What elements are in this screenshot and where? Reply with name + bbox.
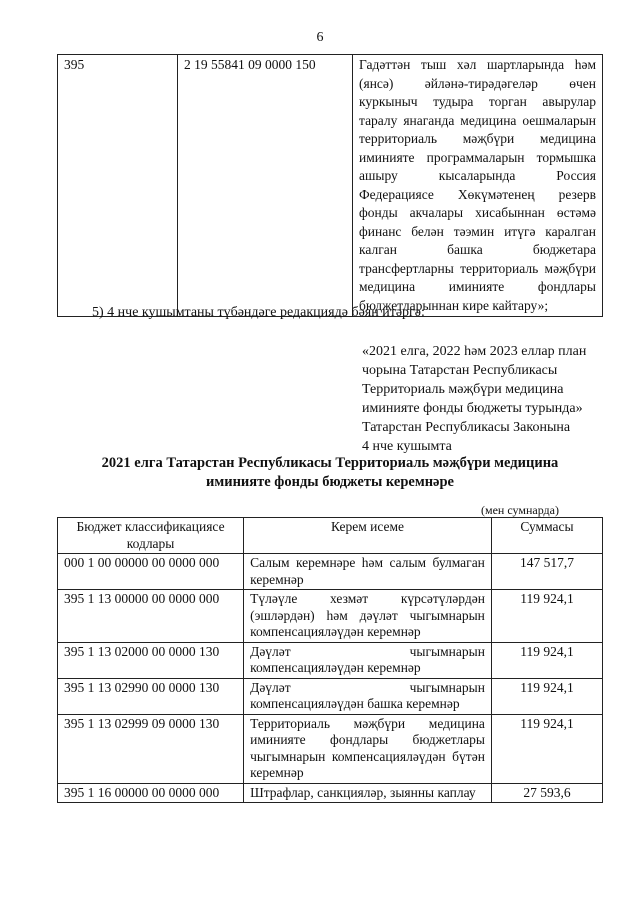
appendix-line: Территориаль мәҗбүри медицина (362, 382, 564, 397)
continuation-table (57, 54, 603, 317)
paragraph-5: 5) 4 нче кушымтаны түбәндәге редакциядә бәян итәргә: (92, 305, 425, 320)
page-number: 6 (316, 30, 324, 45)
table-row (58, 55, 603, 317)
code-cell: 395 1 13 02990 00 0000 130 (58, 678, 244, 714)
units-note: (мен сумнарда) (481, 503, 559, 517)
header-code: Бюджет классификациясе кодлары (58, 518, 244, 554)
table-row (58, 678, 603, 714)
amount-cell: 119 924,1 (491, 714, 602, 783)
appendix-line: иминияте фонды бюджеты турында» (362, 401, 583, 416)
name-cell: Территориаль мәҗбүри медицина иминияте фондлары бюджетлары чыгымнарын компенсацияләүдән бүтән керемнәр (244, 714, 492, 783)
amount-cell: 147 517,7 (491, 554, 602, 590)
amount-cell: 119 924,1 (491, 590, 602, 643)
appendix-line: «2021 елга, 2022 һәм 2023 еллар план (362, 344, 587, 359)
code-cell: 395 1 13 02000 00 0000 130 (58, 642, 244, 678)
appendix-header (362, 342, 602, 456)
name-cell: Түләүле хезмәт күрсәтүләрдән (эшләрдән) һәм дәүләт чыгымнарын компенсацияләүдән керемнәр (244, 590, 492, 643)
amount-cell: 27 593,6 (491, 783, 602, 803)
name-cell: Салым керемнәре һәм салым булмаган керемнәр (244, 554, 492, 590)
header-name: Керем исеме (244, 518, 492, 554)
description-cell: Гадәттән тыш хәл шартларында һәм (янсә) әйләнә-тирәдәгеләр өчен куркыныч тудыра торган авырулар таралу янаганда медицина оешмаларын территориаль мәҗбүри медицина иминияте программаларын тормышка ашыру кысаларында Россия Федерациясе Хөкүмәтенең резерв фонды акчалары хисабыннан өстәмә финанс белән тәэмин итүгә каралган калган башка бюджетара трансфертларны территориаль мәҗбүри медицина иминияте фондлары бюджетларыннан кире кайтару»; (353, 55, 603, 317)
table-header-row (58, 518, 603, 554)
amount-cell: 119 924,1 (491, 678, 602, 714)
classification-code-cell: 2 19 55841 09 0000 150 (178, 55, 353, 317)
table-row (58, 642, 603, 678)
appendix-line: Татарстан Республикасы Законына (362, 420, 571, 435)
amount-cell: 119 924,1 (491, 642, 602, 678)
document-title (60, 454, 600, 492)
appendix-line: 4 нче кушымта (362, 439, 452, 454)
code-cell: 395 1 13 00000 00 0000 000 (58, 590, 244, 643)
code-cell: 395 1 16 00000 00 0000 000 (58, 783, 244, 803)
header-amount: Суммасы (491, 518, 602, 554)
name-cell: Штрафлар, санкцияләр, зыянны каплау (244, 783, 492, 803)
table-row (58, 554, 603, 590)
appendix-line: чорына Татарстан Республикасы (362, 363, 558, 378)
code-cell: 395 1 13 02999 09 0000 130 (58, 714, 244, 783)
admin-code-cell: 395 (58, 55, 178, 317)
table-row (58, 714, 603, 783)
table-row (58, 590, 603, 643)
revenue-table (57, 517, 603, 803)
name-cell: Дәүләт чыгымнарын компенсацияләүдән башка керемнәр (244, 678, 492, 714)
title-line: иминияте фонды бюджеты керемнәре (205, 474, 454, 490)
title-line: 2021 елга Татарстан Республикасы Территориаль мәҗбүри медицина (101, 455, 559, 471)
name-cell: Дәүләт чыгымнарын компенсацияләүдән керемнәр (244, 642, 492, 678)
table-row (58, 783, 603, 803)
code-cell: 000 1 00 00000 00 0000 000 (58, 554, 244, 590)
